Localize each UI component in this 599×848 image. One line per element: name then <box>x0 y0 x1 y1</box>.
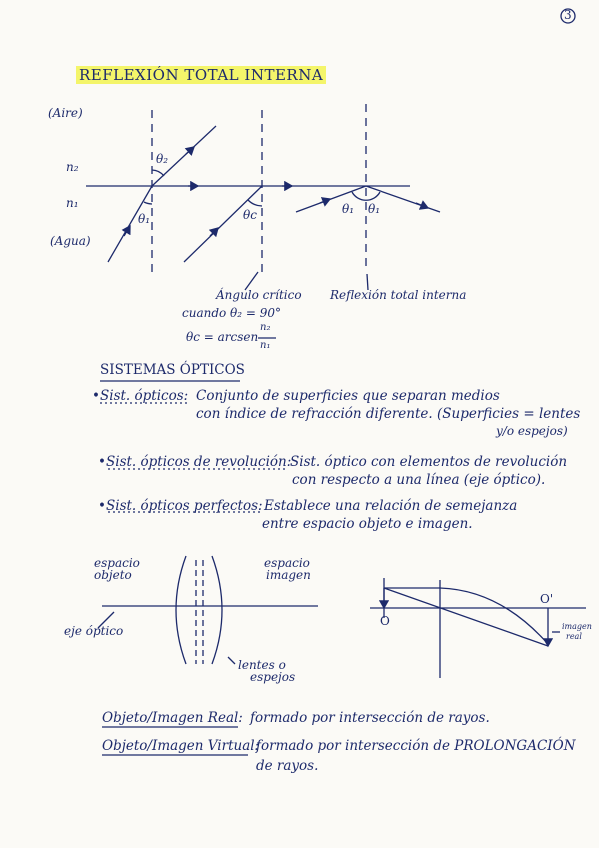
theta1-label: θ₁ <box>138 212 151 226</box>
item3-text1: Establece una relación de semejanza <box>264 498 518 514</box>
item3-text2: entre espacio objeto e imagen. <box>262 516 473 532</box>
ray3-incident <box>296 186 366 212</box>
lentes-label-2: espejos <box>250 670 296 684</box>
theta1b-label: θ₁ <box>342 202 355 216</box>
eje-optico-label: eje óptico <box>64 624 124 638</box>
item1-text2: con índice de refracción diferente. (Superficies = lentes <box>196 406 581 422</box>
critical-angle-label: Ángulo crítico <box>216 288 302 302</box>
ray3-incident-arrow <box>320 199 330 203</box>
def-virtual-label: Objeto/Imagen Virtual: <box>102 738 260 754</box>
ray1-incident-arrow <box>124 226 130 236</box>
page-title: REFLEXIÓN TOTAL INTERNA <box>76 66 326 84</box>
item3-label: Sist. ópticos perfectos: <box>106 498 263 514</box>
def-virtual-text2: de rayos. <box>256 758 319 774</box>
n2-label: n₂ <box>66 160 79 174</box>
bullet-3: • <box>98 498 106 514</box>
condition-line2: θc = arcsen <box>186 330 259 344</box>
def-real-text: formado por intersección de rayos. <box>250 710 490 726</box>
medium-air-label: (Aire) <box>48 106 83 120</box>
fraction-numerator: n₂ <box>260 322 271 333</box>
espacio-objeto-2: objeto <box>94 568 132 582</box>
condition-line1: cuando θ₂ = 90° <box>182 306 282 320</box>
item1-label: Sist. ópticos: <box>100 388 189 404</box>
label-o: O <box>380 614 390 628</box>
thetac-label: θc <box>243 208 257 222</box>
lentes-label-1: lentes o <box>238 658 286 672</box>
espacio-objeto-1: espacio <box>94 556 140 570</box>
ray2-arrow <box>210 228 218 236</box>
item1-text1: Conjunto de superficies que separan medios <box>196 388 500 404</box>
label-o-prime: O' <box>540 592 554 606</box>
lens-right-edge <box>212 556 222 664</box>
def-real-label: Objeto/Imagen Real: <box>102 710 243 726</box>
ray-curved <box>440 588 548 644</box>
item2-text1: Sist. óptico con elementos de revolución <box>290 454 568 470</box>
imagen-real-1: imagen <box>562 622 592 631</box>
ray2-angle-arc <box>248 200 262 206</box>
ray1-refracted-arrow <box>186 147 194 154</box>
ray3-reflected-arrow <box>416 203 428 208</box>
tir-label: Reflexión total interna <box>330 288 467 302</box>
page-number: 3 <box>564 8 572 22</box>
n1-label: n₁ <box>66 196 79 210</box>
item2-label: Sist. ópticos de revolución: <box>106 454 292 470</box>
item1-text3: y/o espejos) <box>496 424 568 438</box>
theta1c-label: θ₁ <box>368 202 381 216</box>
medium-water-label: (Agua) <box>50 234 91 248</box>
bullet-1: • <box>92 388 100 404</box>
espacio-imagen-1: espacio <box>264 556 310 570</box>
ray2-incident <box>184 186 262 262</box>
ray1-angle-arc-top <box>152 170 164 176</box>
section-heading: SISTEMAS ÓPTICOS <box>100 362 245 378</box>
theta2-label: θ₂ <box>156 152 169 166</box>
espacio-imagen-2: imagen <box>266 568 311 582</box>
item2-text2: con respecto a una línea (eje óptico). <box>292 472 546 488</box>
def-virtual-text1: formado por intersección de PROLONGACIÓN <box>256 738 576 754</box>
ray1-angle-arc-bottom <box>144 202 152 204</box>
fraction-denominator: n₁ <box>260 340 271 351</box>
bullet-2: • <box>98 454 106 470</box>
lens-left-edge <box>176 556 186 664</box>
imagen-real-2: real <box>566 632 582 641</box>
ray-straight <box>384 588 548 646</box>
lens-pointer <box>228 657 235 664</box>
